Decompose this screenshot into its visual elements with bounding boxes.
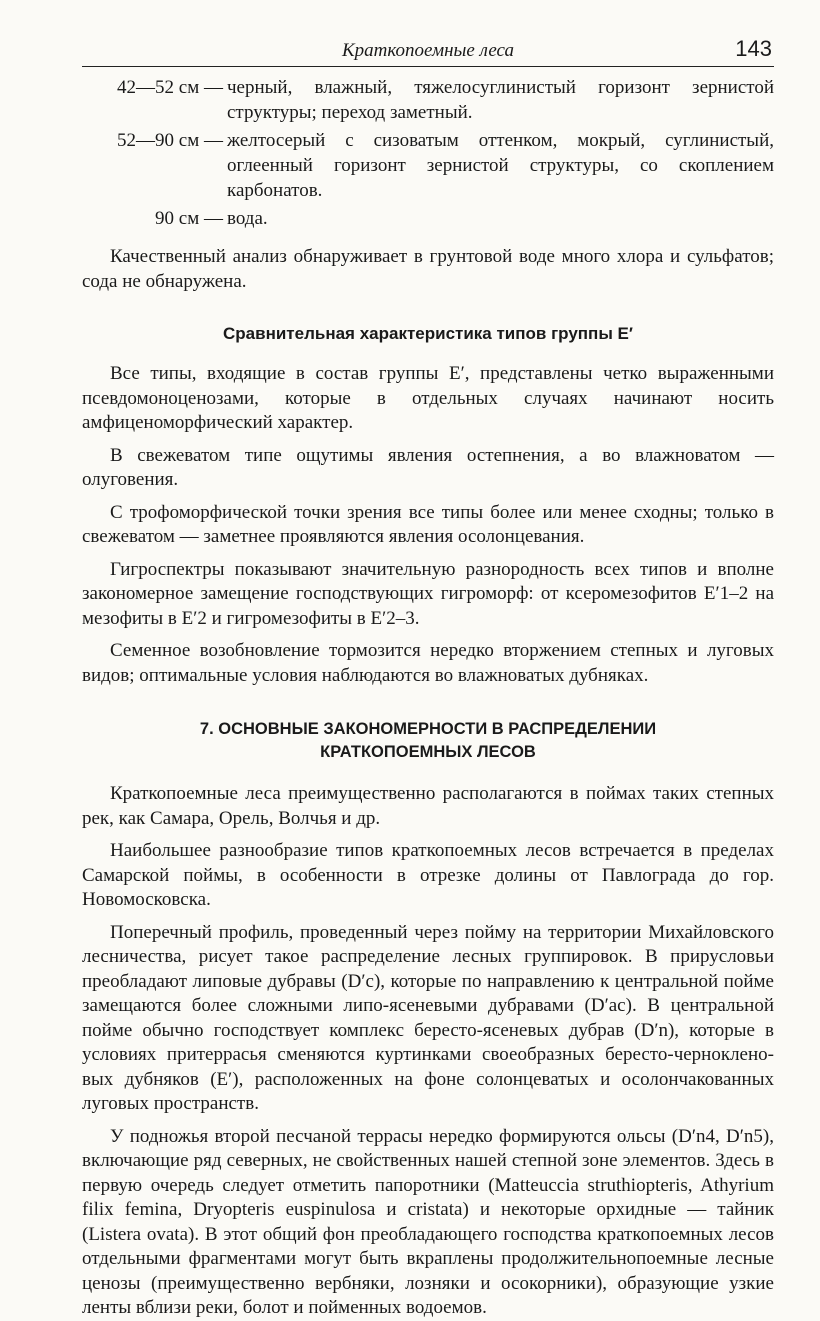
horizon-depth: 90 см — [155, 208, 223, 229]
section-paragraph: В свежеватом типе ощутимы явления остепнения, а во влажноватом — олуговения. [82, 444, 774, 490]
intro-paragraph: Качественный анализ обнаруживает в грунтовой воде много хлора и сульфатов; сода не обнаружена. [82, 246, 774, 292]
horizon-description: вода. [227, 208, 268, 229]
page-header [82, 36, 774, 67]
horizon-depth: 52—90 см — [117, 130, 223, 151]
section-paragraph: С трофоморфической точки зрения все типы более или менее сходны; только в свежеватом — заметнее проявляются явления осолонцевания. [82, 501, 774, 547]
chapter-paragraph: У подножья второй песчаной террасы нередко формируются ольсы (D′n4, D′n5), включающие ряд северных, не свойственных нашей степной зоне элементов. Здесь в первую очередь следует отметить папоротники (Matteuccia struthiopteris, Athyrium filix femina, Dryopteris euspinulosa и cristata) и некоторые орхидные — тайник (Listera ovata). В этот общий фон преобладающего господства краткопоемных лесов отдельными фрагментами могут быть вкраплены продолжительнопоемные лесные ценозы (преимущественно вербняки, лозняки и осокорники), образующие узкие ленты вблизи реки, болот и пойменных водоемов. [82, 1125, 774, 1318]
running-title: Краткопоемные леса [342, 40, 514, 61]
horizon-row [82, 75, 774, 125]
chapter-paragraph: Поперечный профиль, проведенный через пойму на территории Михайловского лесничества, рисует такое распределение лесных группировок. В прирусловьи преобладают липовые дубравы (D′c), которые по направлению к центральной пойме замещаются более сложными липо-ясеневыми дубравами (D′ac). В центральной пойме обычно господствует комплекс берестo-ясеневых дубрав (D′n), которые в условиях притеррасья сменяются куртинками своеобразных бересто-черноклено-вых дубняков (E′), расположенных на фоне солонцеватых и осолончакованных луговых пространств. [82, 921, 774, 1114]
section-paragraph: Семенное возобновление тормозится нередко вторжением степных и луговых видов; оптимальные условия наблюдаются во влажноватых дубняках. [82, 640, 774, 686]
section-heading: Сравнительная характеристика типов группы E′ [223, 324, 633, 343]
soil-horizons-list [82, 75, 774, 231]
horizon-row [82, 206, 774, 231]
chapter-paragraph: Наибольшее разнообразие типов краткопоемных лесов встречается в пределах Самарской поймы, в особенности в отрезке долины от Павлограда до гор. Новомосковска. [82, 840, 774, 910]
chapter-heading-line: 7. ОСНОВНЫЕ ЗАКОНОМЕРНОСТИ В РАСПРЕДЕЛЕНИИ [199, 720, 657, 738]
chapter-paragraph: Краткопоемные леса преимущественно располагаются в поймах таких степных рек, как Самара, Орель, Волчья и др. [82, 783, 774, 829]
horizon-description: желтосерый с сизоватым оттенком, мокрый, суглинистый, оглеенный горизонт зернистой структуры, со скоплением карбонатов. [227, 130, 774, 201]
chapter-heading-line: КРАТКОПОЕМНЫХ ЛЕСОВ [320, 743, 536, 761]
horizon-description: черный, влажный, тяжелосуглинистый горизонт зернистой структуры; переход заметный. [227, 77, 774, 123]
horizon-depth: 42—52 см — [117, 77, 223, 98]
section-paragraph: Все типы, входящие в состав группы E′, представлены четко выраженными псевдомоноценозами, которые в отдельных случаях начинают носить амфиценоморфический характер. [82, 363, 774, 433]
page-number: 143 [735, 36, 772, 61]
section-paragraph: Гигроспектры показывают значительную разнородность всех типов и вполне закономерное замещение господствующих гигроморф: от ксеромезофитов E′1–2 на мезофиты в E′2 и гигромезофиты в E′2–3. [82, 558, 774, 629]
horizon-row [82, 128, 774, 203]
chapter-heading [82, 718, 774, 764]
